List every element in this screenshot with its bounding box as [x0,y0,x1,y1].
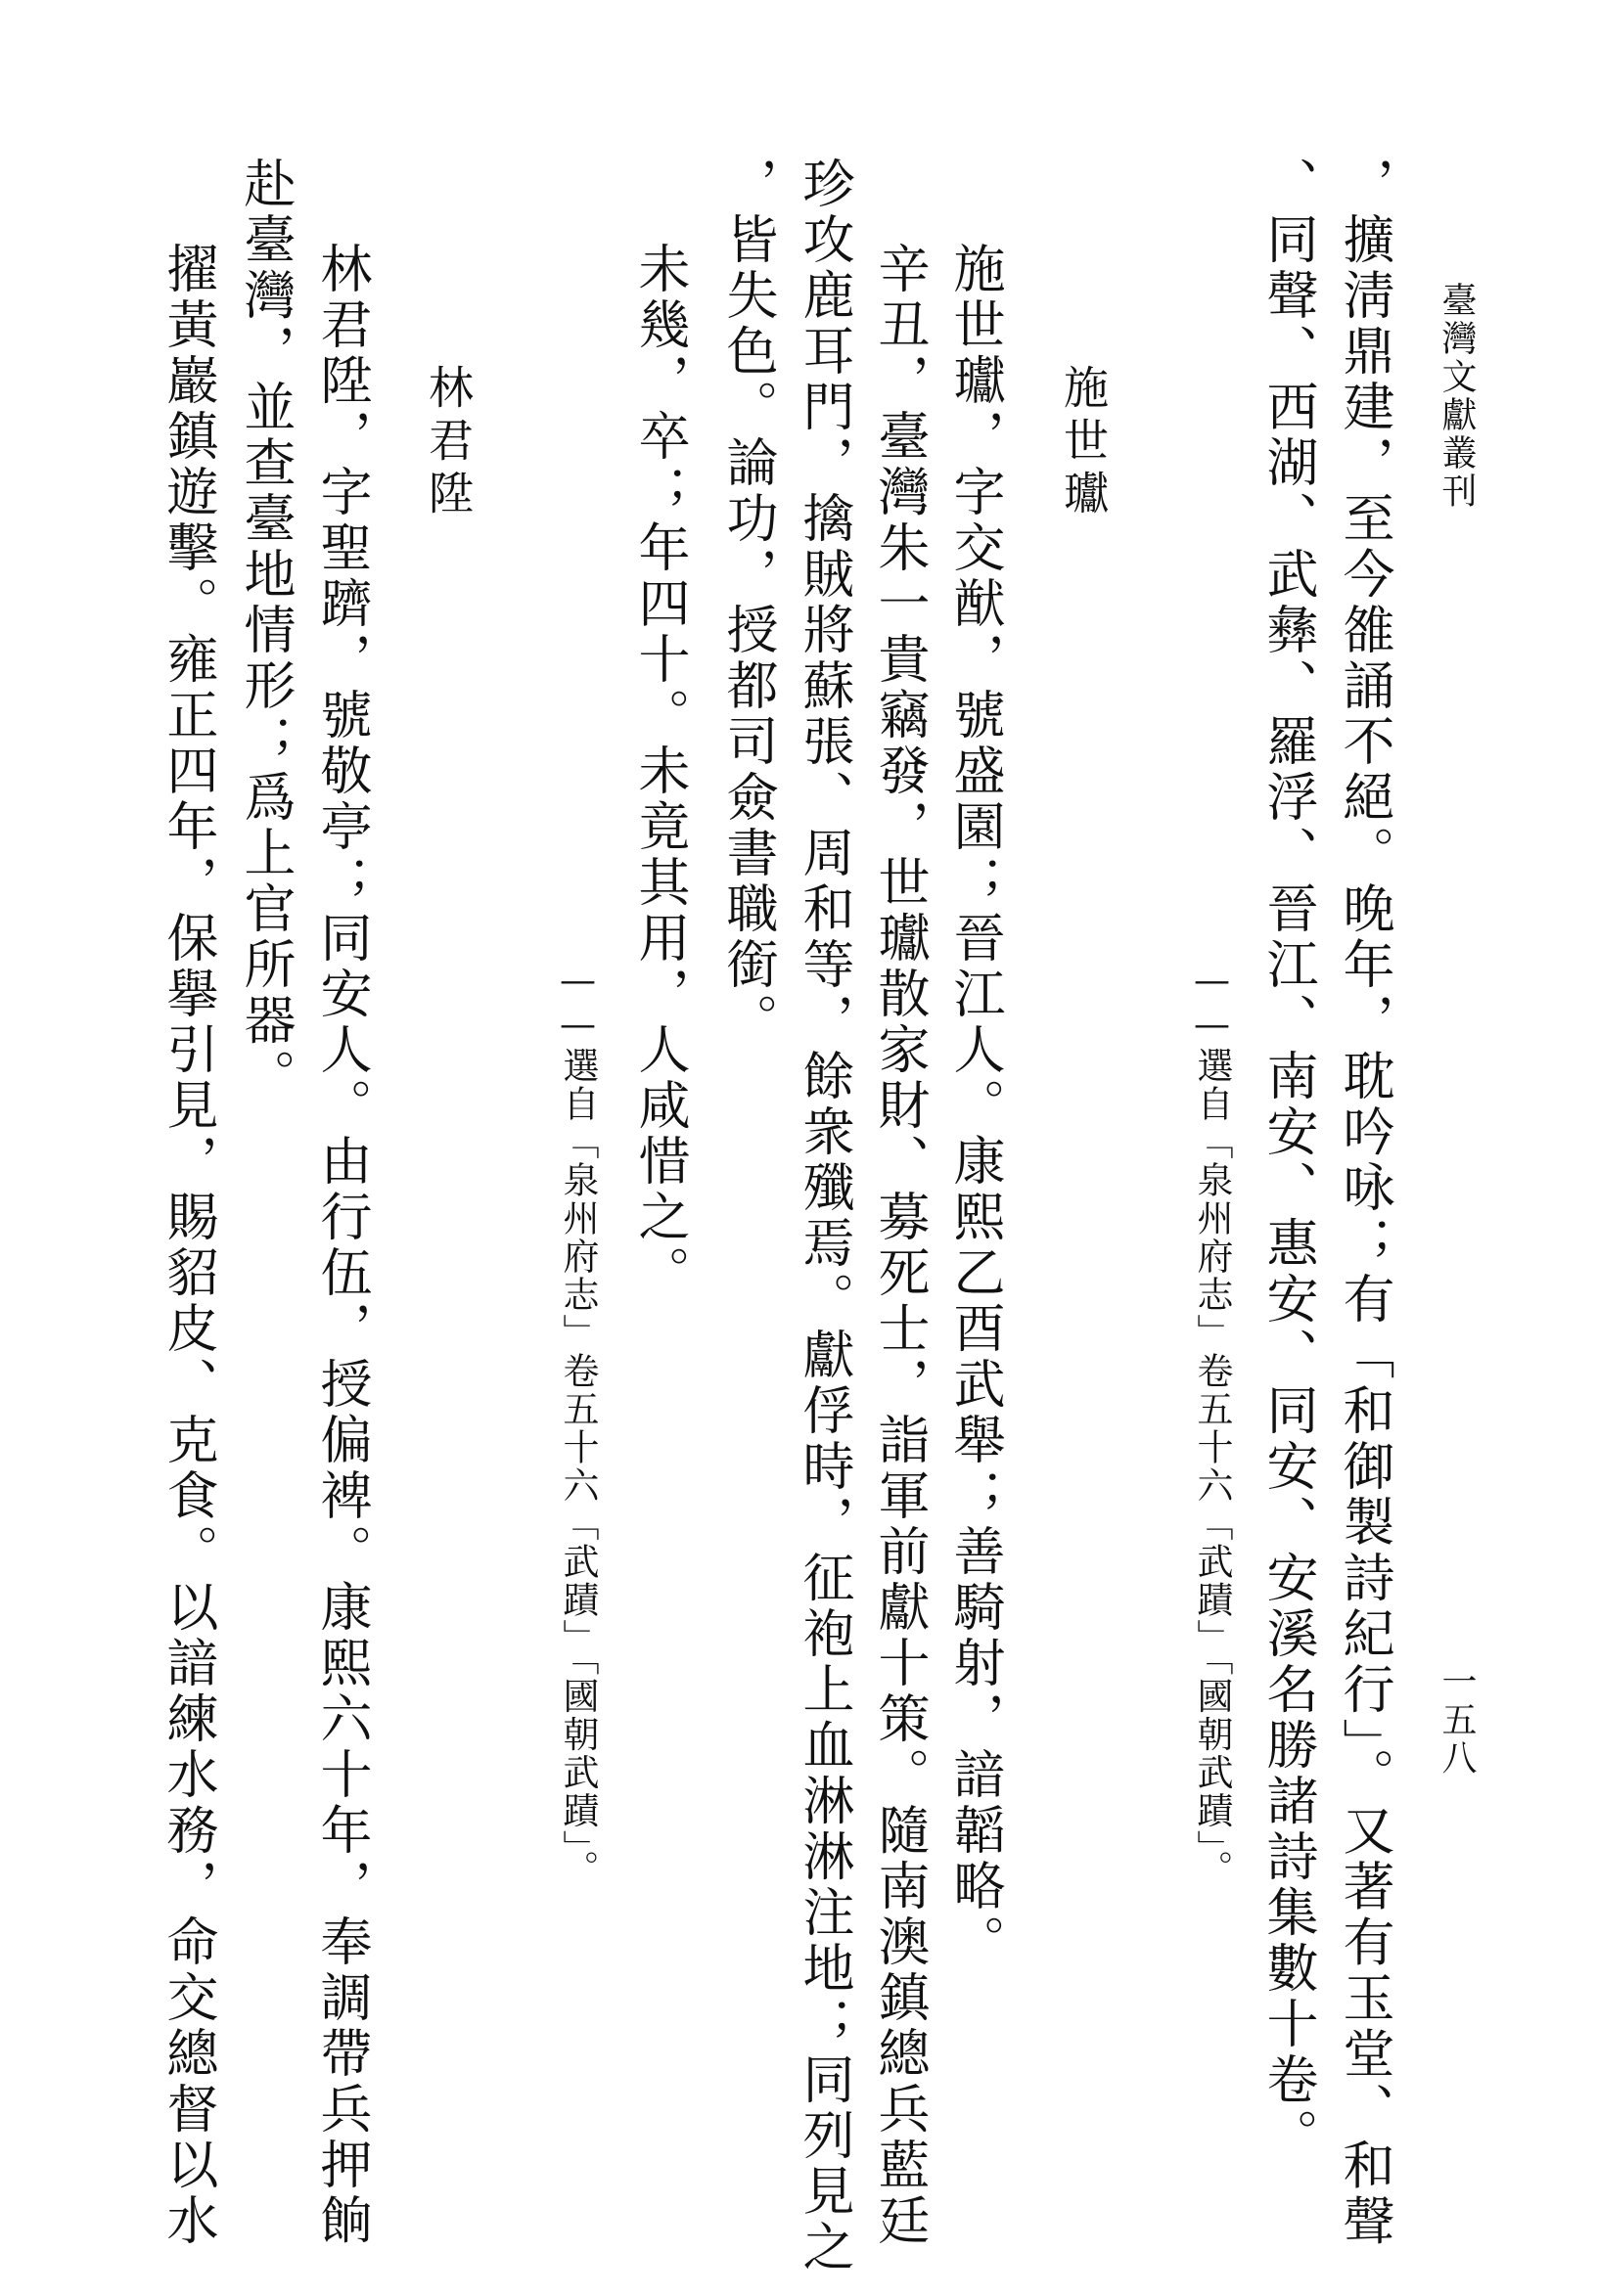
text-column: ，擴淸鼎建，至今雒誦不絕。晚年，耽吟咏；有「和御製詩紀行」。又著有玉堂、和聲 [1335,157,1394,2250]
section-heading: 林君陞 [422,364,475,522]
text-column: 珍攻鹿耳門，擒賊將蘇張、周和等，餘衆殲焉。獻俘時，征袍上血淋淋注地；同列見之 [795,157,854,2275]
citation: ——選自「泉州府志」卷五十六「武蹟」「國朝武蹟」。 [1191,959,1233,1888]
text-column: 赴臺灣，並查臺地情形；爲上官所器。 [236,157,296,1104]
text-column: 擢黃巖鎮遊擊。雍正四年，保擧引見，賜貂皮、克食。以諳練水務，命交總督以水 [159,242,218,2249]
page-number: 一五八 [1437,1663,1477,1778]
text-column: 、同聲、西湖、武彝、羅浮、晉江、南安、惠安、同安、安溪名勝諸詩集數十卷。 [1258,157,1318,2164]
text-column: 未幾，卒；年四十。未竟其用，人咸惜之。 [630,242,690,1301]
text-column: ，皆失色。論功，授都司僉書職銜。 [718,157,778,1049]
section-heading: 施世瓛 [1057,364,1110,522]
citation: ——選自「泉州府志」卷五十六「武蹟」「國朝武蹟」。 [557,959,599,1888]
series-title: 臺灣文獻叢刊 [1437,282,1477,511]
text-column: 施世瓛，字交猷，號盛園；晉江人。康熙乙酉武舉；善騎射，諳韜略。 [945,242,1005,1970]
text-column: 辛丑，臺灣朱一貴竊發，世瓛散家財、募死士，詣軍前獻十策。隨南澳鎮總兵藍廷 [870,242,930,2249]
text-column: 林君陞，字聖躋，號敬亭；同安人。由行伍，授偏裨。康熙六十年，奉調帶兵押餉 [312,242,372,2249]
